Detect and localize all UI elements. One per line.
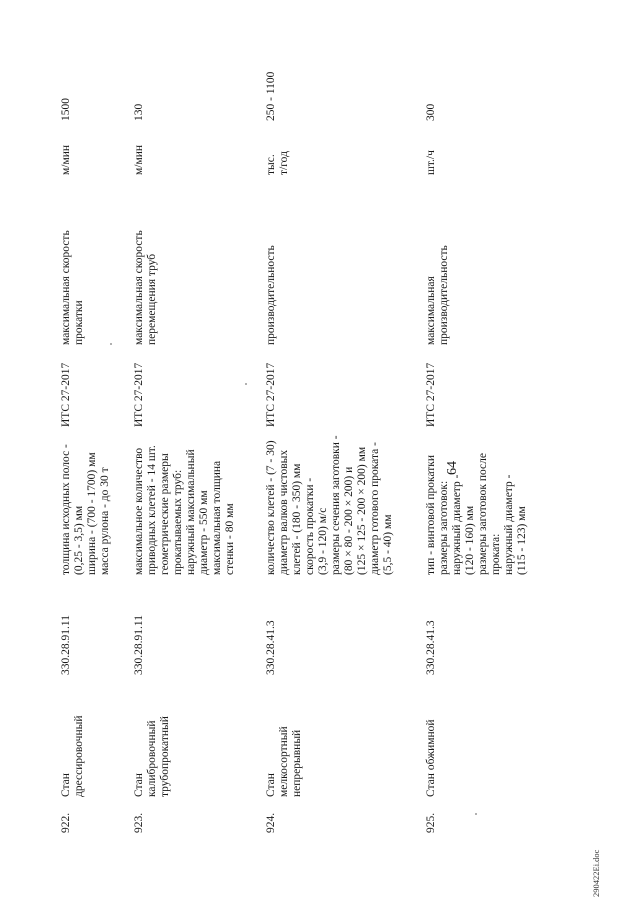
parameter-value: 1500: [60, 98, 72, 121]
parameter-name: производительность: [265, 245, 277, 345]
technical-description: толщина исходных полос - (0,25 - 3,5) мм ширина - (700 - 1700) мм масса рулона - до 30 т: [60, 444, 111, 575]
technical-description: максимальное количество приводных клетей - 14 шт. геометрические размеры прокатываемых труб: наружный максимальный диаметр - 550 мм максимальная толщина стенки - 80 мм: [133, 445, 236, 575]
classifier-code: 330.28.91.11: [133, 615, 145, 675]
classifier-code: 330.28.41.3: [425, 620, 437, 675]
unit: тыс. т/год: [265, 151, 290, 175]
scan-speck: [475, 813, 477, 815]
equipment-name: Стан мелкосортный непрерывный: [265, 726, 303, 797]
unit: м/мин: [60, 144, 72, 175]
its-reference: ИТС 27-2017: [60, 362, 72, 427]
page-number: 64: [445, 461, 460, 475]
parameter-value: 300: [425, 103, 437, 121]
row-number: 925.: [425, 812, 437, 833]
unit: шт./ч: [425, 150, 437, 175]
scan-speck: [245, 383, 247, 385]
its-reference: ИТС 27-2017: [425, 362, 437, 427]
its-reference: ИТС 27-2017: [265, 362, 277, 427]
equipment-name: Стан дрессировочный: [60, 715, 85, 797]
row-number: 923.: [133, 812, 145, 833]
technical-description: количество клетей - (7 - 30) диаметр валков чистовых клетей - (180 - 350) мм скорость прокатки - (3,9 - 120) м/с размеры сечения заготовки - (80 × 80 - 200 × 200) и (125 × 125 - 200 × 200) мм диаметр готового проката - (5,5 - 40) мм: [265, 435, 394, 575]
its-reference: ИТС 27-2017: [133, 362, 145, 427]
file-footer: 290422Ei.doc: [591, 849, 601, 897]
parameter-value: 250 - 1100: [265, 71, 277, 121]
parameter-value: 130: [133, 103, 145, 121]
parameter-name: максимальная скорость перемещения труб: [133, 230, 158, 345]
scan-speck: [110, 343, 112, 345]
row-number: 922.: [60, 812, 72, 833]
parameter-name: максимальная скорость прокатки: [60, 230, 85, 345]
classifier-code: 330.28.91.11: [60, 615, 72, 675]
classifier-code: 330.28.41.3: [265, 620, 277, 675]
equipment-name: Стан калибровочный трубопрокатный: [133, 716, 171, 797]
technical-description: тип - винтовой прокатки размеры заготовок: наружный диаметр - (120 - 160) мм размеры заготовок после проката: наружный диаметр - (115 - 123) мм: [425, 453, 528, 575]
parameter-name: максимальная производительность: [425, 245, 450, 345]
row-number: 924.: [265, 812, 277, 833]
equipment-name: Стан обжимной: [425, 719, 437, 797]
unit: м/мин: [133, 144, 145, 175]
